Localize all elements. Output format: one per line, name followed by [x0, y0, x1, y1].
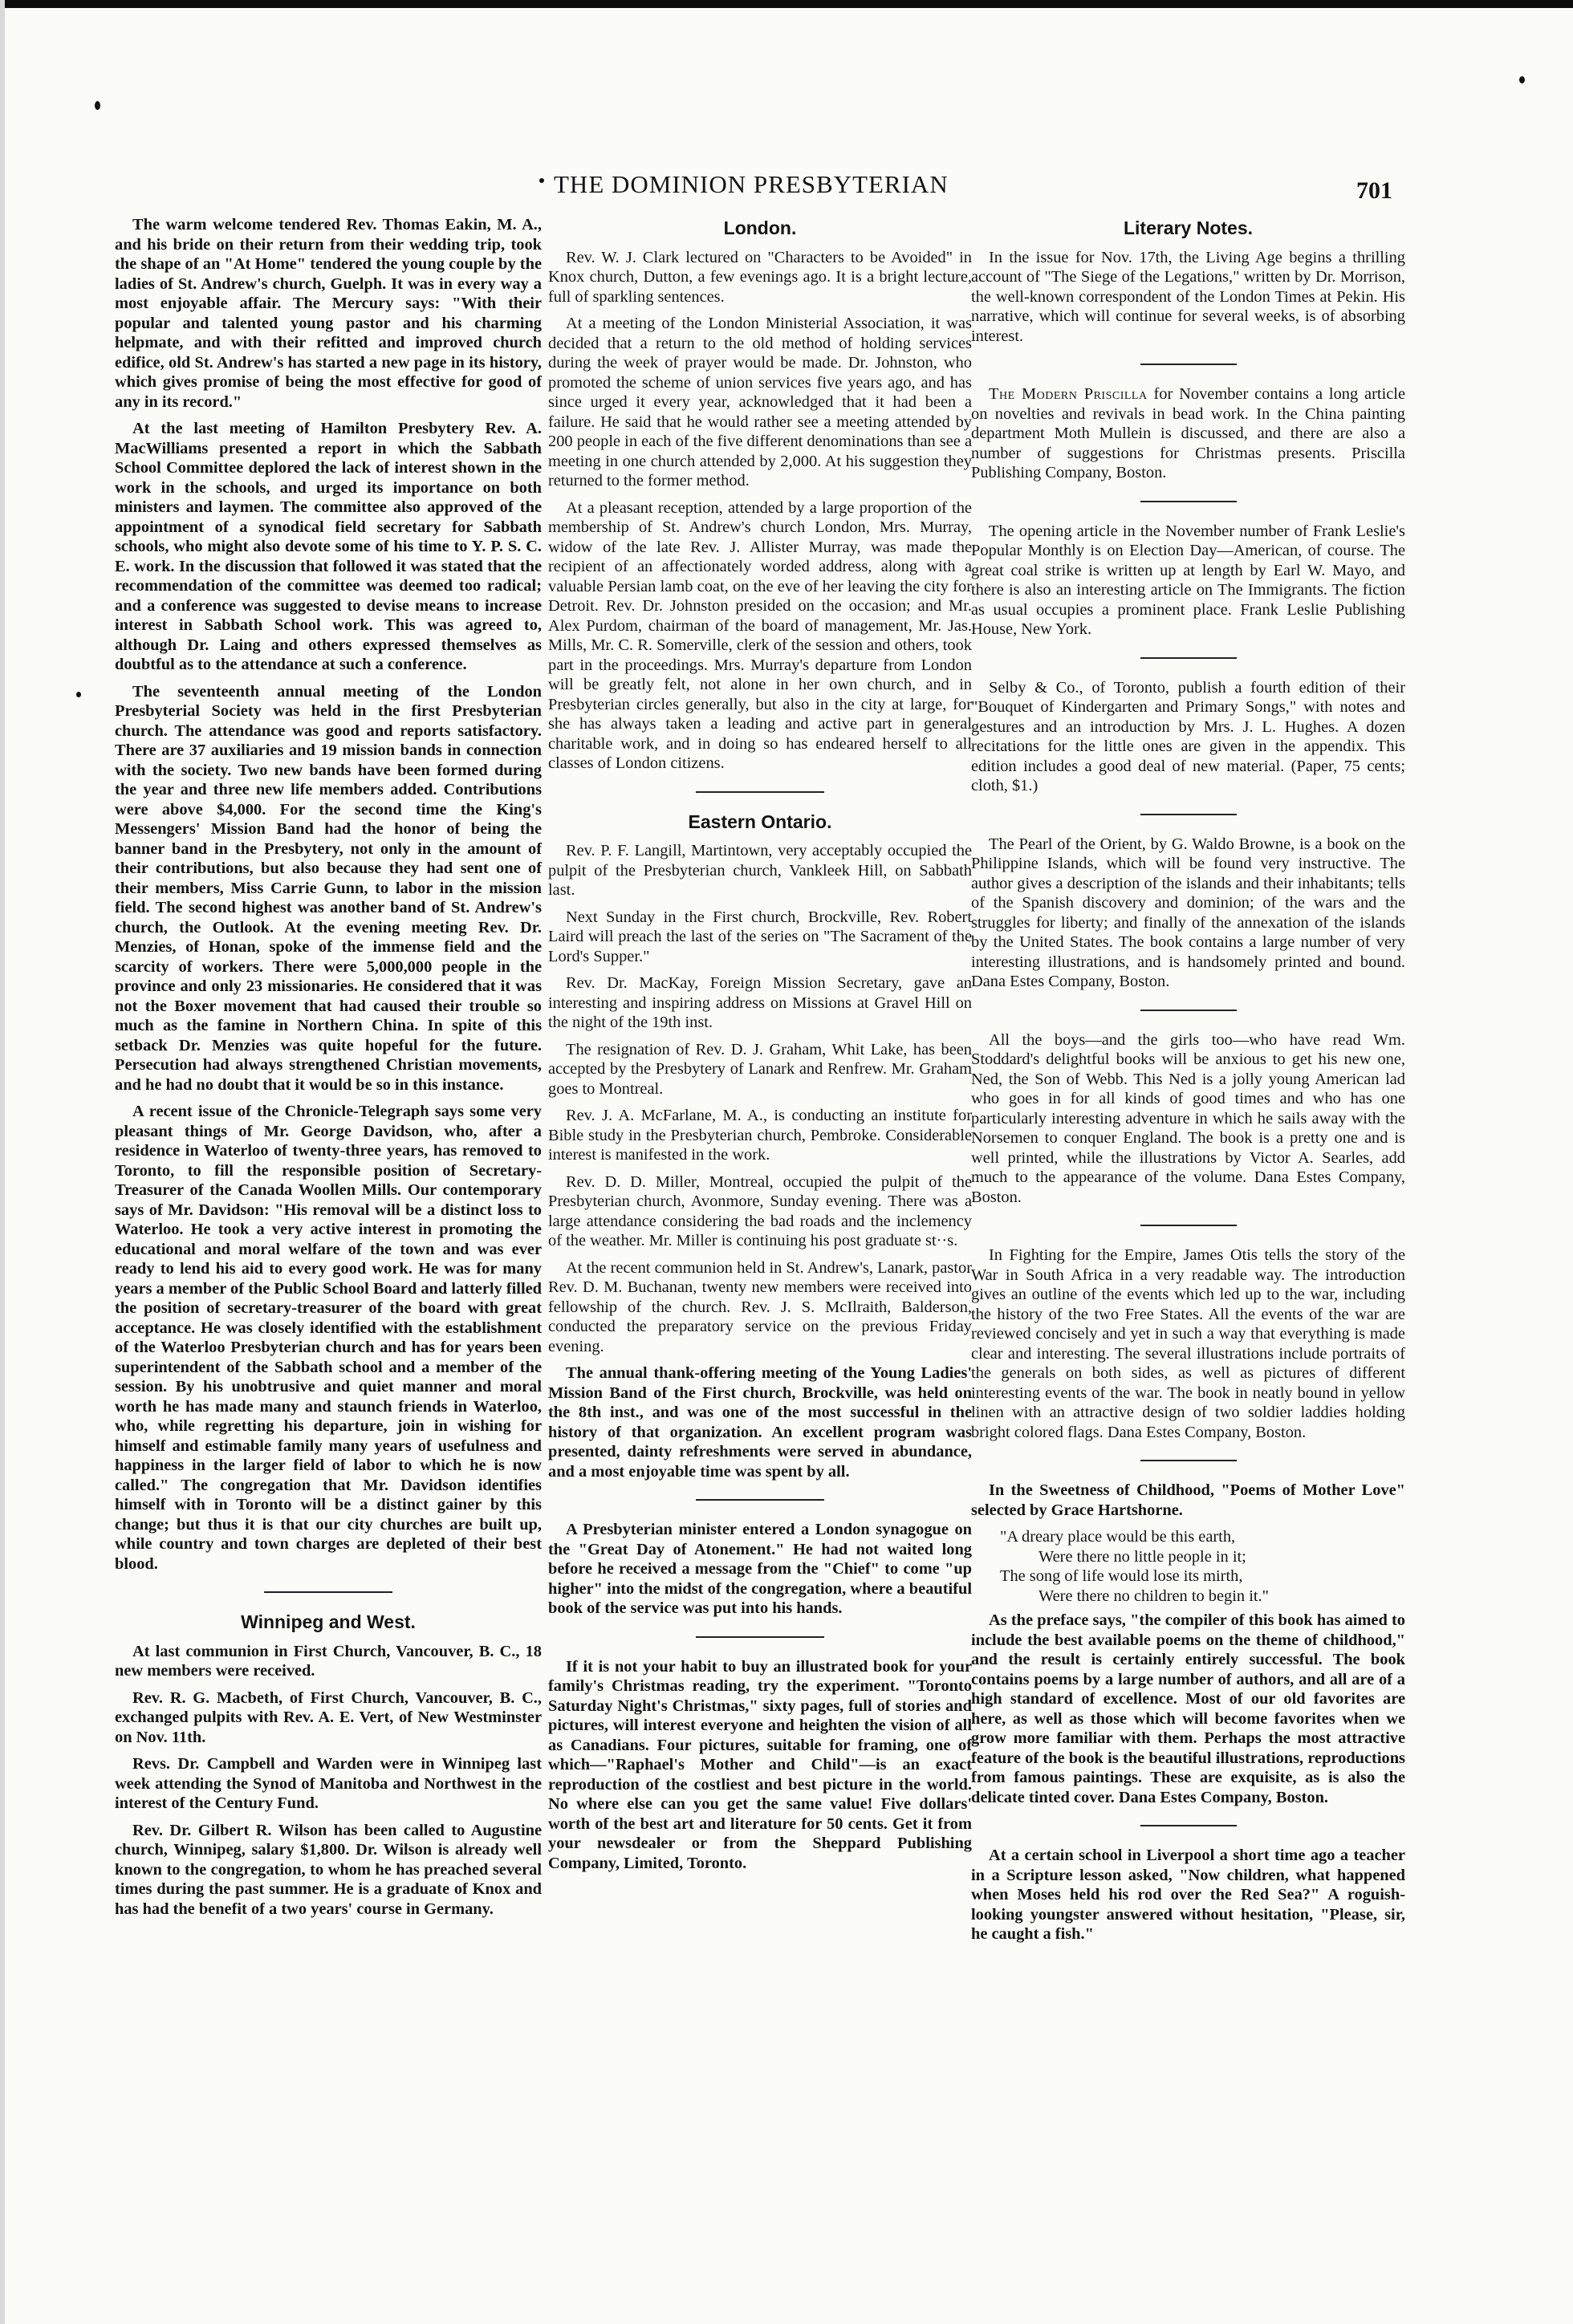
section-title-winnipeg: Winnipeg and West. — [241, 1611, 416, 1632]
ink-speck — [1519, 76, 1525, 83]
news-item: Rev. J. A. McFarlane, M. A., is conducting an institute for Bible study in the Presbyterian church, Pembroke. Considerable interest is manifested in the work. — [548, 1107, 972, 1164]
news-item: At a pleasant reception, attended by a large proportion of the membership of St. Andrew's church London, Mrs. Murray, widow of the late Rev. J. Allister Murray, was made the recipient of an affectionately worded address, along with a valuable Persian lamb coat, on the eve of her leaving the city for Detroit. Rev. Dr. Johnston presided on the occasion; and Mr. Alex Purdom, chairman of the board of management, Mr. Jas. Mills, Mr. C. R. Somerville, clerk of the session and others, took part in the proceedings. Mrs. Murray's departure from London will be greatly felt, not alone in her own church, and in Presbyterian circles generally, but also in the city at large, for she has always taken a leading and active part in general charitable work, and in doing so has endeared herself to all classes of London citizens. — [548, 498, 972, 772]
page-top-edge — [0, 0, 1573, 8]
column-middle — [548, 215, 972, 1880]
bold-block — [548, 1363, 972, 1873]
section-divider — [1140, 501, 1237, 502]
column-left — [115, 215, 542, 1926]
poem-line: "A dreary place would be this earth, — [1000, 1528, 1236, 1546]
article-hamilton-presbytery: At the last meeting of Hamilton Presbytery Rev. A. MacWilliams presented a report in which the Sabbath School Committee deplored the lack of interest shown in the work in the schools, and urged its importance on both ministers and laymen. The committee also approved of the appointment of a synodical field secretary for Sabbath schools, who might also devote some of his time to Y. P. S. C. E. work. In the discussion that followed it was stated that the recommendation of the committee was deemed too radical; and a conference was suggested to devise means to increase interest in Sabbath School work. This was agreed to, although Dr. Laing and others expressed themselves as doubtful as to the attendance at such a conference. — [115, 420, 542, 673]
news-item: Rev. Dr. Gilbert R. Wilson has been called to Augustine church, Winnipeg, salary $1,800. Dr. Wilson is already well known to the congregation, to whom he has preached several times during the past summer. He is a graduate of Knox and has had the benefit of a two years' course in Germany. — [115, 1821, 542, 1918]
news-item: At a meeting of the London Ministerial Association, it was decided that a return to the old method of holding services during the week of prayer would be made. Dr. Johnston, who promoted the scheme of union services five years ago, and has since urged it every year, acknowledged that it had been a failure. He said that he would rather see a meeting attended by 200 people in each of the five different denominations than see a meeting in one church attended by 2,000. At his suggestion they returned to the former method. — [548, 315, 972, 490]
column-right — [971, 215, 1405, 1952]
anecdote-liverpool: At a certain school in Liverpool a short time ago a teacher in a Scripture lesson asked, "Now children, what happened when Moses held his rod over the Red Sea?" A roguish-looking youngster answered without hesitation, "Please, sir, he caught a fish." — [971, 1847, 1405, 1943]
news-item-thank-offering: The annual thank-offering meeting of the Young Ladies' Mission Band of the First church, Brockville, was held on the 8th inst., and was one of the most successful in the history of that organization. An excellent program was presented, dainty refreshments were served in abundance, and a most enjoyable time was spent by all. — [548, 1364, 972, 1481]
review-pearl-of-orient: The Pearl of the Orient, by G. Waldo Browne, is a book on the Philippine Islands, which will be found very instructive. The author gives a description of the islands and their inhabitants; tells of the Spanish discovery and dominion; of the wars and the struggles for liberty; and finally of the annexation of the islands by the United States. The book contains a large number of very interesting illustrations, and is handsomely printed and bound. Dana Estes Company, Boston. — [971, 835, 1405, 990]
ink-speck — [76, 692, 81, 697]
review-selby: Selby & Co., of Toronto, publish a fourth edition of their "Bouquet of Kindergarten and Primary Songs," with notes and gestures and an introduction by Mrs. J. L. Hughes. A dozen recitations for the little ones are given in the appendix. This edition includes a good deal of new material. (Paper, 75 cents; cloth, $1.) — [971, 678, 1405, 794]
news-item: Next Sunday in the First church, Brockville, Rev. Robert Laird will preach the last of the series on "The Sacrament of the Lord's Supper." — [548, 908, 972, 965]
ink-speck — [95, 101, 100, 110]
poem-line: The song of life would lose its mirth, — [1000, 1567, 1243, 1585]
news-item: Rev. P. F. Langill, Martintown, very acceptably occupied the pulpit of the Presbyterian church, Vankleek Hill, on Sabbath last. — [548, 842, 972, 899]
section-title-london: London. — [723, 217, 797, 238]
bold-block — [971, 1481, 1405, 1944]
review-text: for November contains a long article on novelties and revivals in bead work. In the China painting department Moth Mullein is discussed, and there are also a number of suggestions for Christmas presents. Priscilla Publishing Company, Boston. — [971, 385, 1405, 481]
news-item: Revs. Dr. Campbell and Warden were in Winnipeg last week attending the Synod of Manitoba and Northwest in the interest of the Century Fund. — [115, 1755, 542, 1812]
news-item-synagogue: A Presbyterian minister entered a London synagogue on the "Great Day of Atonement." He had not waited long before he received a message from the "Chief" to come "up higher" into the midst of the congregation, where a beautiful book of the service was put into his hands. — [548, 1521, 972, 1617]
news-item: At the recent communion held in St. Andrew's, Lanark, pastor Rev. D. M. Buchanan, twenty new members were received into fellowship of the church. Rev. J. S. McIlraith, Balderson, conducted the preparatory service on the previous Friday evening. — [548, 1258, 972, 1355]
review-preface: As the preface says, "the compiler of this book has aimed to include the best available poems on the theme of childhood," and the result is certainly entirely successful. The book contains poems by a large number of authors, and all are of a high standard of excellence. Most of our old favorites are here, as well as those which will become favorites when we grow more familiar with them. Perhaps the most attractive feature of the book is the beautiful illustrations, reproductions from famous paintings. These are exquisite, as is also the delicate tinted cover. Dana Estes Company, Boston. — [971, 1611, 1405, 1806]
poem-line: Were there no children to begin it." — [1039, 1587, 1269, 1605]
section-divider — [1140, 814, 1237, 815]
section-title-literary-notes: Literary Notes. — [1123, 217, 1254, 238]
section-divider — [1140, 1225, 1237, 1226]
section-winnipeg — [115, 1642, 542, 1920]
review-sweetness-childhood: In the Sweetness of Childhood, "Poems of Mother Love" selected by Grace Hartshorne. — [971, 1481, 1405, 1519]
news-item: Rev. Dr. MacKay, Foreign Mission Secretary, gave an interesting and inspiring address on Missions at Gravel Hill on the night of the 19th inst. — [548, 974, 972, 1031]
poem-excerpt — [1000, 1527, 1405, 1606]
review-living-age: In the issue for Nov. 17th, the Living Age begins a thrilling account of "The Siege of the Legations," written by Dr. Morrison, the well-known correspondent of the London Times at Pekin. His narrative, which will continue for several weeks, is of absorbing interest. — [971, 248, 1405, 345]
header-mark — [539, 178, 544, 183]
poem-line: Were there no little people in it; — [1039, 1547, 1246, 1566]
news-item: At last communion in First Church, Vancouver, B. C., 18 new members were received. — [115, 1642, 542, 1680]
review-modern-priscilla — [971, 384, 1405, 483]
review-stoddard: All the boys—and the girls too—who have read Wm. Stoddard's delightful books will be anxious to get his new one, Ned, the Son of Webb. This Ned is a jolly young American lad who goes in for all kinds of good times and who has one particularly interesting adventure in which he sails away with the Norsemen to conquer England. The book is a pretty one and is well printed, while the illustrations by Victor A. Searles, add much to the appearance of the volume. Dana Estes Company, Boston. — [971, 1030, 1405, 1206]
advert-christmas: If it is not your habit to buy an illustrated book for your family's Christmas reading, try the experiment. "Toronto Saturday Night's Christmas," sixty pages, full of stories and pictures, will interest everyone and heighten the vision of all as Canadians. Four pictures, suitable for framing, one of which—"Raphael's Mother and Child"—is an exact reproduction of the costliest and best picture in the world. No where else can you get the same value! Five dollars' worth of the best art and literature for 50 cents. Get it from your newsdealer or from the Sheppard Publishing Company, Limited, Toronto. — [548, 1657, 972, 1872]
review-fighting-empire: In Fighting for the Empire, James Otis tells the story of the War in South Africa in a very readable way. The introduction gives an outline of the events which led up to the war, including the history of the two Free States. All the events of the war are reviewed concisely and yet in such a way that everything is made clear and interesting. The several illustrations include portraits of the generals on both sides, as well as pictures of different interesting events of the war. The book in neatly bound in yellow linen with an attractive design of two soldier laddies holding bright colored flags. Dana Estes Company, Boston. — [971, 1246, 1405, 1441]
running-head: THE DOMINION PRESBYTERIAN — [554, 170, 949, 198]
publication-name: The Modern Priscilla — [989, 385, 1148, 403]
section-divider — [1140, 1010, 1237, 1011]
page-left-edge — [0, 0, 5, 2324]
section-divider — [696, 791, 824, 793]
news-item: Rev. R. G. Macbeth, of First Church, Vancouver, B. C., exchanged pulpits with Rev. A. E. Vert, of New Westminster on Nov. 11th. — [115, 1688, 542, 1746]
article-davidson: A recent issue of the Chronicle-Telegraph says some very pleasant things of Mr. George Davidson, who, after a residence in Waterloo of twenty-three years, has removed to Toronto, to fill the responsible position of Secretary-Treasurer of the Canada Woollen Mills. Our contemporary says of Mr. Davidson: "His removal will be a distinct loss to Waterloo. He took a very active interest in promoting the educational and moral welfare of the town and was ever ready to lend his aid to every good work. He was for many years a member of the Public School Board and latterly filled the position of secretary-treasurer of the board with great acceptance. He was closely identified with the establishment of the Waterloo Presbyterian church and has for years been superintendent of the Sabbath school and a member of the session. By his unobtrusive and quiet manner and moral worth he has made many and staunch friends in Waterloo, who, while regretting his departure, join in wishing for himself and estimable family many years of usefulness and happiness in the larger field of labor to which he is now called." The congregation that Mr. Davidson identifies himself with in Toronto will be a distinct gainer by this change; but thus it is that our city churches are built up, while country and town charges are depleted of their best blood. — [115, 1103, 542, 1573]
section-divider — [264, 1591, 392, 1593]
section-divider — [1140, 1825, 1237, 1826]
section-divider — [1140, 364, 1237, 365]
section-divider — [696, 1499, 824, 1501]
article-eakin: The warm welcome tendered Rev. Thomas Eakin, M. A., and his bride on their return from their wedding trip, took the shape of an "At Home" tendered the young couple by the ladies of St. Andrew's church, Guelph. It was in every way a most enjoyable affair. The Mercury says: "With their popular and talented young pastor and his charming helpmate, and with their refitted and improved church edifice, old St. Andrew's has started a new page in its history, which gives promise of being the most effective for good of any in its record." — [115, 216, 542, 411]
section-divider — [1140, 1460, 1237, 1461]
section-divider — [1140, 657, 1237, 659]
article-london-presbyterial: The seventeenth annual meeting of the London Presbyterial Society was held in the first Presbyterian church. The attendance was good and reports satisfactory. There are 37 auxiliaries and 19 mission bands in connection with the society. Two new bands have been formed during the year and three new life members added. Contributions were above $4,000. For the second time the King's Messengers' Mission Band had the honor of being the banner band in the Presbytery, not only in the amount of their contributions, but also because they had sent one of their members, Miss Carrie Gunn, to labor in the mission field. The second highest was another band of St. Andrew's church, the Outlook. At the evening meeting Rev. Dr. Menzies, of Honan, spoke of the immense field and the scarcity of workers. There were 5,000,000 people in the province and only 23 missionaries. He considered that it was not the Boxer movement that had caused their trouble so much as the famine in Northern China. In spite of this setback Dr. Menzies was quite hopeful for the future. Persecution had always strengthened Christian movements, and he had no doubt that it would be so in this instance. — [115, 682, 542, 1094]
section-title-eastern-ontario: Eastern Ontario. — [688, 811, 832, 832]
news-item: Rev. W. J. Clark lectured on "Characters to be Avoided" in Knox church, Dutton, a few evenings ago. It is a bright lecture, full of sparkling sentences. — [548, 248, 972, 306]
news-item: Rev. D. D. Miller, Montreal, occupied the pulpit of the Presbyterian church, Avonmore, Sunday evening. There was a large attendance considering the bad roads and the inclemency of the weather. Mr. Miller is continuing his post graduate st··s. — [548, 1172, 972, 1249]
page-number: 701 — [1356, 177, 1392, 204]
news-item: The resignation of Rev. D. J. Graham, Whit Lake, has been accepted by the Presbytery of Lanark and Renfrew. Mr. Graham goes to Montreal. — [548, 1040, 972, 1098]
section-divider — [696, 1636, 824, 1638]
review-frank-leslie: The opening article in the November number of Frank Leslie's Popular Monthly is on Election Day—American, of course. The great coal strike is written up at length by Earl W. Mayo, and there is also an interesting article on The Immigrants. The fiction as usual occupies a prominent place. Frank Leslie Publishing House, New York. — [971, 522, 1405, 638]
